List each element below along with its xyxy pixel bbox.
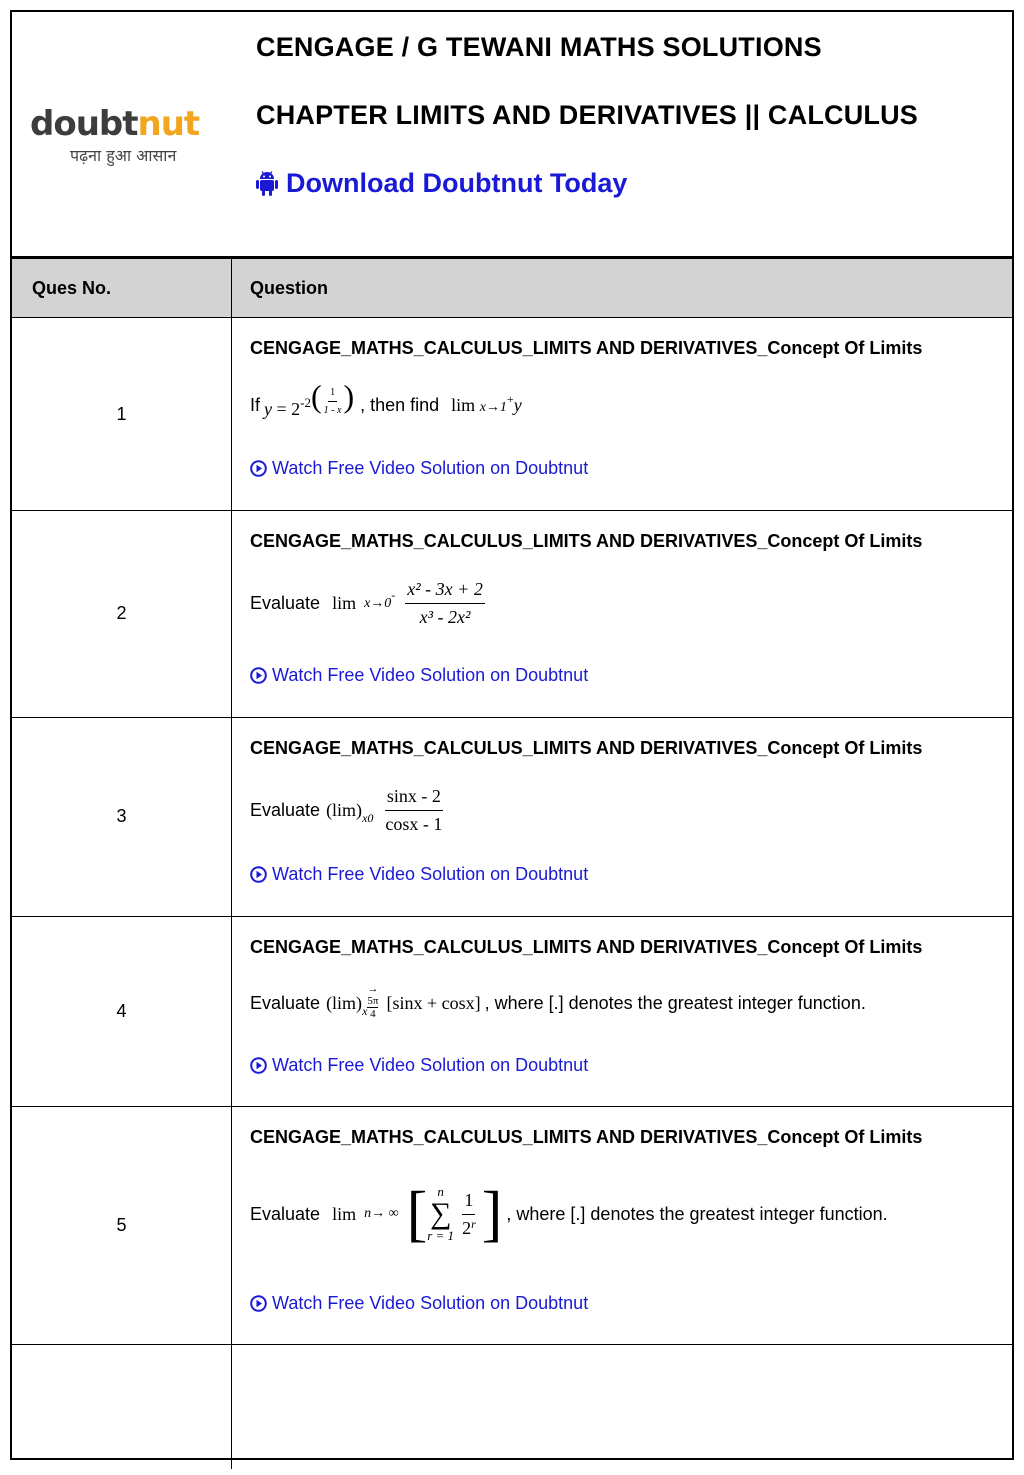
play-circle-icon [250, 667, 267, 684]
watch-video-label: Watch Free Video Solution on Doubtnut [272, 1055, 589, 1075]
question-number: 1 [116, 404, 127, 424]
math-lim-sub: n→ ∞ [364, 1206, 399, 1221]
math-lim-sub: x [362, 1004, 368, 1018]
table-row [12, 318, 1012, 511]
frac-den-exp: r [471, 1216, 476, 1231]
logo-word-nut: nut [137, 104, 200, 144]
play-circle-icon [250, 866, 267, 883]
question-prefix: Evaluate [250, 1203, 321, 1224]
question-prefix: Evaluate [250, 593, 321, 613]
logo-wordmark [30, 104, 199, 144]
chapter-title: CHAPTER LIMITS AND DERIVATIVES || CALCULUS [256, 100, 919, 130]
col-header-question: Question [250, 278, 329, 298]
table-row [12, 1345, 1012, 1475]
math-body: [sinx + cosx] [386, 993, 481, 1013]
frac-den: cosx - 1 [385, 814, 443, 834]
math-fraction [405, 579, 485, 628]
math-limit [451, 392, 522, 416]
watch-video-link[interactable] [250, 1055, 588, 1076]
math-fraction [322, 387, 344, 416]
question-prefix: If [250, 395, 261, 416]
frac-num: 5π [367, 995, 379, 1007]
question-prefix: Evaluate [250, 800, 321, 820]
math-expression [332, 1180, 503, 1248]
frac-den-base: 2 [462, 1217, 472, 1238]
table-row [12, 917, 1012, 1107]
watch-video-label: Watch Free Video Solution on Doubtnut [272, 1293, 589, 1313]
question-text [250, 786, 448, 835]
watch-video-link[interactable] [250, 864, 588, 885]
question-text [250, 579, 489, 628]
sum-lower: r = 1 [427, 1228, 455, 1243]
math-fraction [383, 786, 444, 835]
question-number: 2 [116, 603, 127, 623]
math-lim-sub: x→1 [479, 400, 507, 416]
play-circle-icon [250, 460, 267, 477]
watch-video-label: Watch Free Video Solution on Doubtnut [272, 665, 589, 685]
math-lim: (lim) [326, 800, 363, 820]
math-lim-target [367, 983, 378, 1020]
question-category: CENGAGE_MATHS_CALCULUS_LIMITS AND DERIVATIVES_Concept Of Limits [250, 338, 923, 358]
question-suffix: , where [.] denotes the greatest integer function. [506, 1203, 888, 1224]
math-fraction [460, 1190, 478, 1239]
math-lim: (lim) [326, 993, 363, 1013]
math-var: y [264, 399, 273, 419]
math-lim-var: y [513, 395, 522, 416]
math-exponent: -2 [300, 395, 312, 410]
page-title: CENGAGE / G TEWANI MATHS SOLUTIONS [256, 32, 822, 62]
question-number: 5 [116, 1215, 127, 1235]
math-lim-sup: + [506, 392, 514, 407]
math-lim: lim [332, 1203, 357, 1224]
frac-num: sinx - 2 [385, 786, 443, 811]
frac-den: 4 [370, 1008, 376, 1020]
math-arrow: → [367, 983, 379, 995]
logo-tagline: पढ़ना हुआ आसान [70, 146, 177, 165]
watch-video-label: Watch Free Video Solution on Doubtnut [272, 864, 589, 884]
math-lim: lim [451, 395, 476, 416]
math-expression [264, 378, 355, 425]
question-text [250, 1180, 888, 1248]
logo-word-doubt: doubt [30, 104, 138, 144]
download-link[interactable] [256, 168, 627, 199]
math-lim-sub-text: x0 [362, 811, 374, 825]
table-header [12, 259, 1012, 318]
question-prefix: Evaluate [250, 993, 321, 1013]
frac-den [460, 1215, 478, 1239]
math-lim-sub: x→0 [364, 595, 392, 611]
math-bracket-open: [ [406, 1180, 428, 1248]
question-suffix: , then find [360, 395, 440, 416]
math-expression [326, 786, 448, 835]
watch-video-link[interactable] [250, 458, 588, 479]
table-row [12, 511, 1012, 718]
question-text [250, 378, 522, 425]
frac-num: 1 [328, 387, 337, 402]
table-row [12, 718, 1012, 917]
frac-num: x² - 3x + 2 [405, 579, 485, 604]
math-lim-sup: - [391, 588, 396, 602]
frac-num: 1 [462, 1190, 475, 1215]
math-expression [326, 985, 481, 1022]
question-category: CENGAGE_MATHS_CALCULUS_LIMITS AND DERIVATIVES_Concept Of Limits [250, 738, 923, 758]
math-sum [427, 1185, 454, 1243]
math-lim: lim [332, 593, 357, 613]
math-base: 2 [291, 399, 301, 419]
watch-video-link[interactable] [250, 665, 588, 686]
math-lim-sub [362, 811, 373, 826]
question-number: 4 [116, 1001, 127, 1021]
frac-den: 1 - x [323, 405, 342, 417]
frac-den: x³ - 2x² [419, 607, 471, 627]
play-circle-icon [250, 1057, 267, 1074]
question-category: CENGAGE_MATHS_CALCULUS_LIMITS AND DERIVATIVES_Concept Of Limits [250, 1127, 923, 1147]
download-label: Download Doubtnut Today [286, 168, 628, 198]
sum-sigma: ∑ [429, 1197, 452, 1230]
question-suffix: , where [.] denotes the greatest integer function. [484, 993, 866, 1013]
sum-upper: n [437, 1184, 444, 1199]
page-header [12, 12, 1012, 259]
question-category: CENGAGE_MATHS_CALCULUS_LIMITS AND DERIVATIVES_Concept Of Limits [250, 937, 923, 957]
col-header-qno: Ques No. [32, 278, 112, 298]
watch-video-link[interactable] [250, 1293, 588, 1314]
page-frame [10, 10, 1014, 1460]
android-icon [256, 171, 278, 197]
play-circle-icon [250, 1295, 267, 1312]
math-paren-close: ) [343, 378, 355, 414]
question-text [250, 985, 866, 1022]
doubtnut-logo[interactable] [30, 104, 230, 174]
math-paren-open: ( [311, 378, 322, 414]
math-expression [332, 579, 489, 628]
math-bracket-close: ] [481, 1180, 503, 1248]
table-row [12, 1107, 1012, 1345]
question-category: CENGAGE_MATHS_CALCULUS_LIMITS AND DERIVATIVES_Concept Of Limits [250, 531, 923, 551]
watch-video-label: Watch Free Video Solution on Doubtnut [272, 458, 589, 478]
question-number: 3 [116, 806, 127, 826]
math-eq: = [276, 399, 287, 419]
